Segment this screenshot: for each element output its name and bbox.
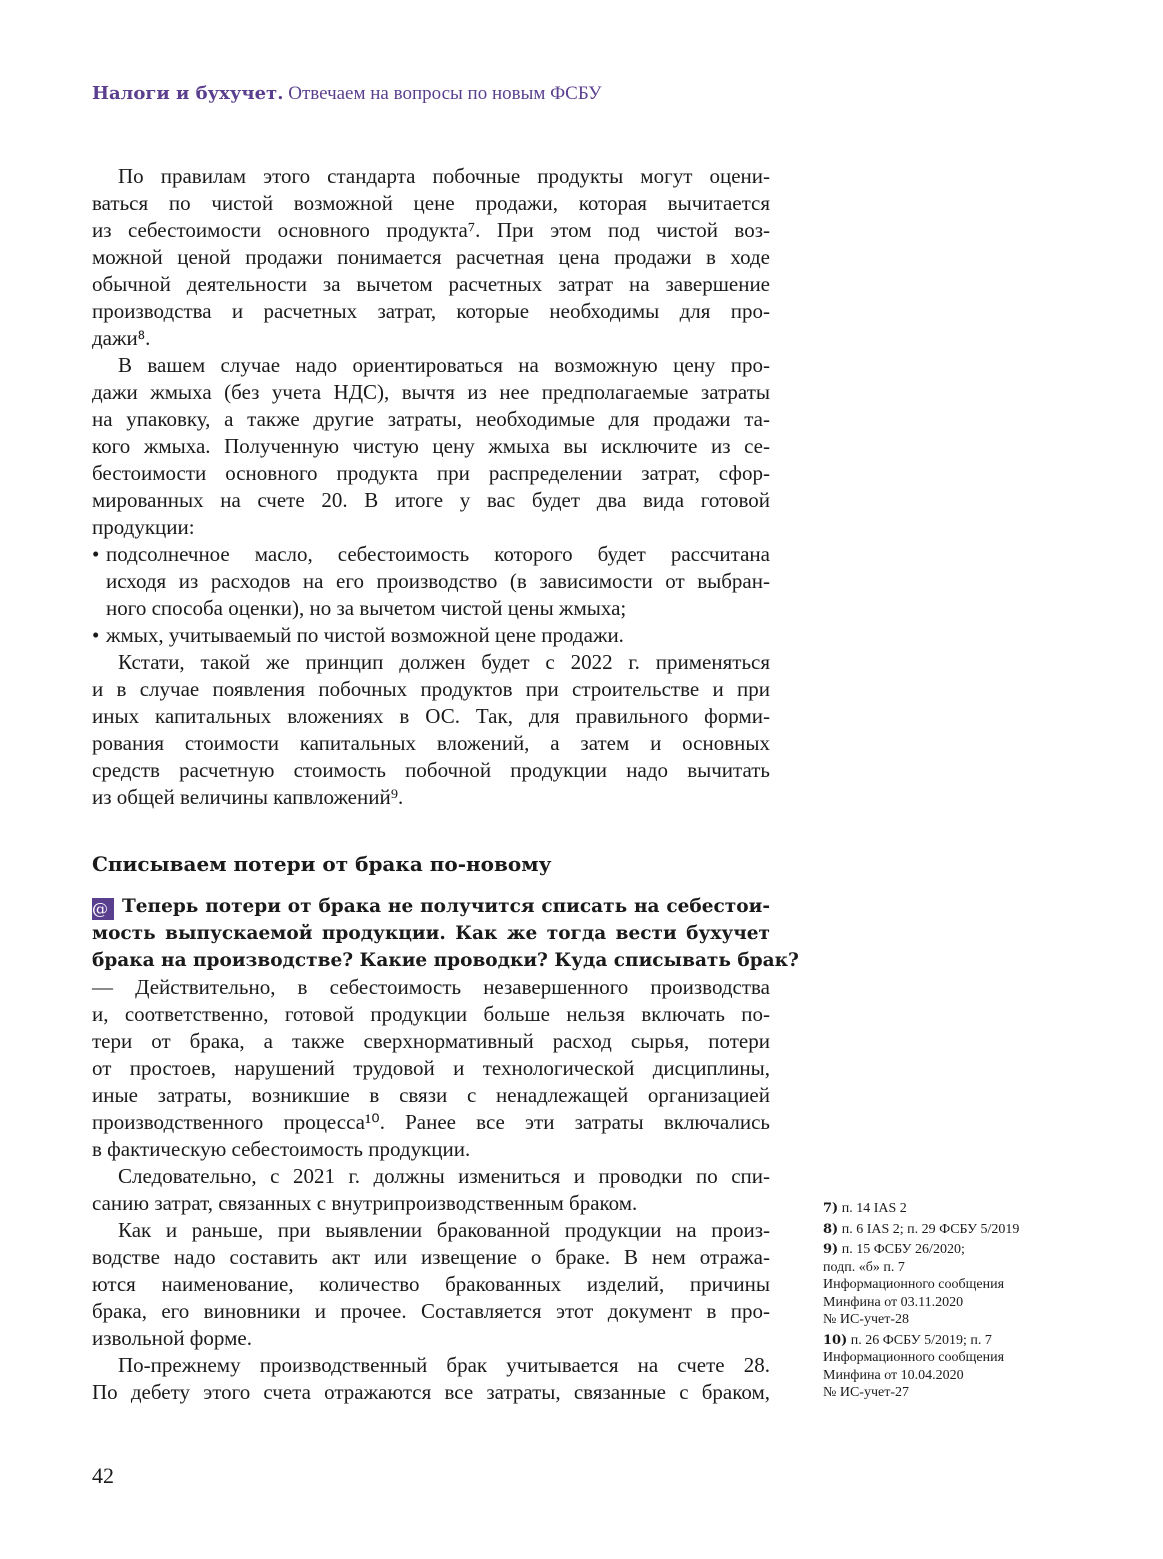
text-line: иных капитальных вложениях в ОС. Так, для правильного форми- xyxy=(92,704,770,728)
footnote-text: п. 26 ФСБУ 5/2019; п. 7 xyxy=(850,1332,992,1348)
footnote-text: Информационного сообщения xyxy=(823,1350,1005,1365)
text-line: По-прежнему производственный брак учитывается на счете 28. xyxy=(118,1353,770,1377)
footnote xyxy=(823,1241,1053,1329)
bullet-icon: • xyxy=(92,623,100,647)
footnote-text: № ИС-учет-28 xyxy=(823,1312,910,1327)
page-number: 42 xyxy=(92,1463,114,1488)
text-line: иные затраты, возникшие в связи с ненадлежащей организацией xyxy=(92,1083,770,1107)
running-header xyxy=(92,83,602,105)
footnote-text: Минфина от 10.04.2020 xyxy=(823,1367,964,1383)
footnote-text: п. 6 IAS 2; п. 29 ФСБУ 5/2019 xyxy=(841,1221,1020,1237)
text-line: @ Теперь потери от брака не получится списать на себестои- xyxy=(92,896,770,918)
text-line: исходя из расходов на его производство (в зависимости от выбран- xyxy=(106,569,770,593)
text-line: По правилам этого стандарта побочные продукты могут оцени- xyxy=(118,164,770,188)
paragraph xyxy=(92,1163,770,1217)
footnote-number: 10) xyxy=(823,1332,848,1348)
text-line: в фактическую себестоимость продукции. xyxy=(92,1137,471,1161)
footnote-text: Информационного сообщения xyxy=(823,1277,1005,1292)
text-line: производственного процесса¹⁰. Ранее все эти затраты включались xyxy=(92,1110,770,1134)
bullet-item xyxy=(92,622,770,649)
text-line: По дебету этого счета отражаются все затраты, связанные с браком, xyxy=(92,1380,770,1404)
text-line: Как и раньше, при выявлении бракованной продукции на произ- xyxy=(118,1218,770,1242)
text-line: производства и расчетных затрат, которые необходимы для про- xyxy=(92,299,770,323)
text-line: на упаковку, а также другие затраты, необходимые для продажи та- xyxy=(92,407,770,431)
footnote-text: п. 14 IAS 2 xyxy=(841,1201,907,1216)
text-line: дажи⁸. xyxy=(92,326,151,350)
text-line: — Действительно, в себестоимость незавершенного производства xyxy=(92,975,770,999)
text-line: мость выпускаемой продукции. Как же тогда вести бухучет xyxy=(92,923,770,944)
text-line: санию затрат, связанных с внутрипроизводственным браком. xyxy=(92,1191,638,1215)
text-line: бестоимости основного продукта при распределении затрат, сфор- xyxy=(92,461,770,485)
paragraph xyxy=(92,352,770,541)
text-line: и в случае появления побочных продуктов при строительстве и при xyxy=(92,677,770,701)
text-line: рования стоимости капитальных вложений, а затем и основных xyxy=(92,731,770,755)
paragraph xyxy=(92,163,770,352)
text-line: подсолнечное масло, себестоимость которого будет рассчитана xyxy=(106,542,770,566)
footnote xyxy=(823,1221,1053,1239)
header-title: Отвечаем на вопросы по новым ФСБУ xyxy=(288,83,602,104)
text-line: продукции: xyxy=(92,515,195,539)
text-line: из себестоимости основного продукта⁷. При этом под чистой воз- xyxy=(92,218,770,242)
text-line: средств расчетную стоимость побочной продукции надо вычитать xyxy=(92,758,770,782)
text-line: тери от брака, а также сверхнормативный расход сырья, потери xyxy=(92,1029,770,1053)
text-line: водстве надо составить акт или извещение о браке. В нем отража- xyxy=(92,1245,770,1269)
section-heading: Списываем потери от брака по-новому xyxy=(92,852,552,876)
text-line: ются наименование, количество бракованных изделий, причины xyxy=(92,1272,770,1296)
footnote-number: 7) xyxy=(823,1201,839,1216)
footnote xyxy=(823,1332,1053,1402)
text-line: ваться по чистой возможной цене продажи, которая вычитается xyxy=(92,191,770,215)
text-line: обычной деятельности за вычетом расчетных затрат на завершение xyxy=(92,272,770,296)
paragraph xyxy=(92,649,770,811)
text-line: брака на производстве? Какие проводки? Куда списывать брак? xyxy=(92,950,799,971)
text-line: В вашем случае надо ориентироваться на возможную цену про- xyxy=(118,353,770,377)
text-line: ного способа оценки), но за вычетом чистой цены жмыха; xyxy=(106,596,627,620)
text-line: дажи жмыха (без учета НДС), вычтя из нее предполагаемые затраты xyxy=(92,380,770,404)
footnote-text: Минфина от 03.11.2020 xyxy=(823,1294,964,1310)
text-line: можной ценой продажи понимается расчетная цена продажи в ходе xyxy=(92,245,770,269)
text-line: брака, его виновники и прочее. Составляется этот документ в про- xyxy=(92,1299,770,1323)
footnote-text: п. 15 ФСБУ 26/2020; xyxy=(841,1242,965,1257)
text-line: мированных на счете 20. В итоге у вас будет два вида готовой xyxy=(92,488,770,512)
paragraph xyxy=(92,1217,770,1352)
text-line: жмых, учитываемый по чистой возможной цене продажи. xyxy=(106,623,624,647)
text-line: и, соответственно, готовой продукции больше нельзя включать по- xyxy=(92,1002,770,1026)
footnote xyxy=(823,1200,1053,1218)
answer-paragraph xyxy=(92,974,770,1163)
footnotes xyxy=(823,1200,1053,1405)
paragraph xyxy=(92,1352,770,1406)
text-line: кого жмыха. Полученную чистую цену жмыха вы исключите из се- xyxy=(92,434,770,458)
question xyxy=(92,893,799,974)
text-line: из общей величины капвложений⁹. xyxy=(92,785,404,809)
footnote-text: подп. «б» п. 7 xyxy=(823,1259,905,1275)
footnote-number: 8) xyxy=(823,1221,839,1237)
footnote-text: № ИС-учет-27 xyxy=(823,1385,910,1400)
bullet-item xyxy=(92,541,770,622)
text-line: Кстати, такой же принцип должен будет с 2022 г. применяться xyxy=(118,650,770,674)
main-column xyxy=(92,163,799,1406)
at-sign-icon: @ xyxy=(92,898,114,920)
text-line: от простоев, нарушений трудовой и технологической дисциплины, xyxy=(92,1056,770,1080)
text-line: Следовательно, с 2021 г. должны измениться и проводки по спи- xyxy=(118,1164,770,1188)
header-section: Налоги и бухучет. xyxy=(92,83,284,104)
bullet-icon: • xyxy=(92,542,100,566)
text-line: извольной форме. xyxy=(92,1326,252,1350)
footnote-number: 9) xyxy=(823,1242,839,1257)
